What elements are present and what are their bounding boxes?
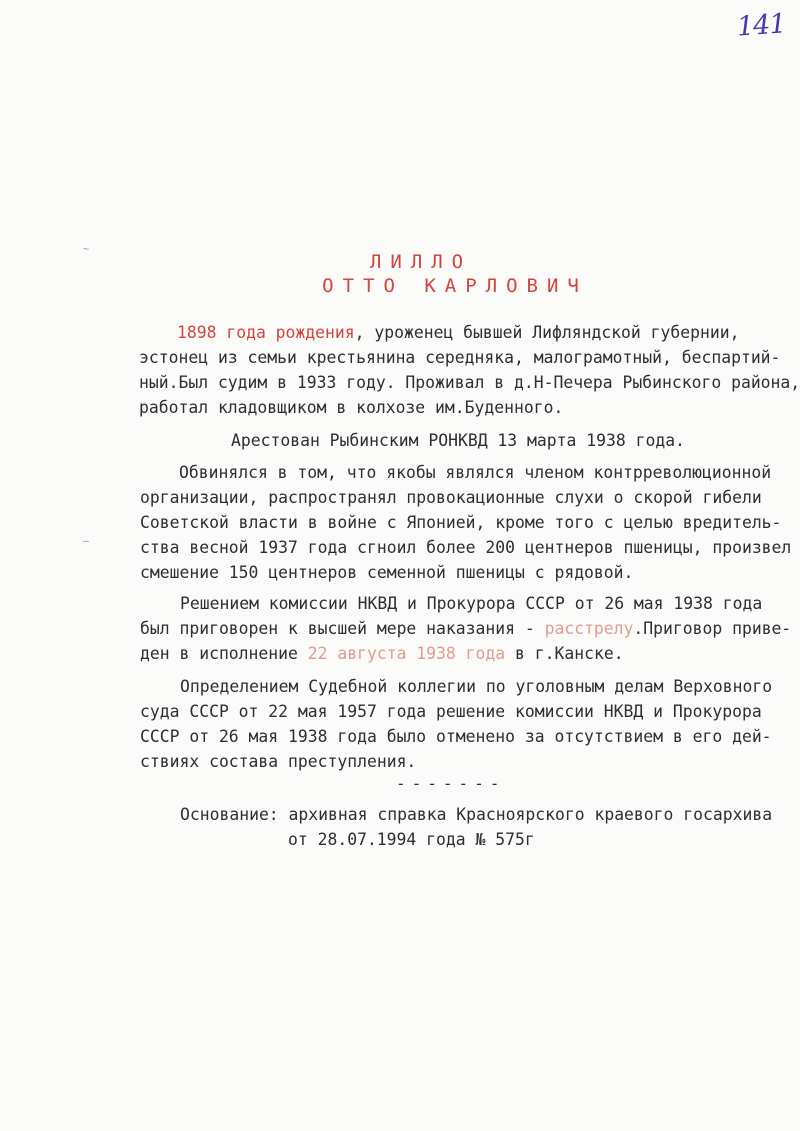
p3-line-3: Советской власти в войне с Японией, кроме того с целью вредитель- — [140, 513, 782, 532]
p5-line-3: СССР от 26 мая 1938 года было отменено за отсутствием в его дей- — [140, 727, 772, 746]
p3-line-1: Обвинялся в том, что якобы являлся членом контрреволюционной — [179, 463, 772, 482]
separator: ------- — [396, 774, 506, 793]
sentence-word: расстрелу — [544, 619, 634, 638]
p5-line-4: ствиях состава преступления. — [140, 752, 417, 771]
name-heading: ОТТО КАРЛОВИЧ — [322, 275, 588, 297]
p1-line-1: 1898 года рождения, уроженец бывшей Лифляндской губернии, — [177, 323, 740, 342]
execution-date: 22 августа 1938 года — [307, 644, 506, 663]
punch-mark: — — [83, 536, 90, 547]
p3-line-4: ства весной 1937 года сгноил более 200 центнеров пшеницы, произвел — [140, 538, 792, 557]
p3-line-5: смешение 150 центнеров семенной пшеницы с рядовой. — [140, 563, 634, 582]
page-number: 141 — [735, 8, 787, 43]
p1-line-2: эстонец из семьи крестьянина середняка, малограмотный, беспартий- — [139, 348, 781, 367]
basis-line-1: Основание: архивная справка Красноярского краевого госархива — [180, 805, 773, 824]
surname-heading: ЛИЛЛО — [369, 251, 473, 273]
basis-line-2: от 28.07.1994 года № 575г — [288, 830, 535, 849]
arrest-line: Арестован Рыбинским РОНКВД 13 марта 1938 года. — [231, 431, 685, 450]
punch-mark: ~ — [83, 244, 90, 255]
p4-line-1: Решением комиссии НКВД и Прокурора СССР от 26 мая 1938 года — [180, 594, 763, 613]
p4-line-2: был приговорен к высшей мере наказания - расстрелу.Приговор приве- — [140, 619, 792, 638]
birth-year: 1898 года рождения — [177, 323, 355, 342]
p3-line-2: организации, распространял провокационные слухи о скорой гибели — [140, 488, 762, 507]
p5-line-2: суда СССР от 22 мая 1957 года решение комиссии НКВД и Прокурора — [140, 702, 762, 721]
p4-line-3: ден в исполнение 22 августа 1938 года в г.Канске. — [140, 644, 624, 663]
p5-line-1: Определением Судебной коллегии по уголовным делам Верховного — [180, 677, 773, 696]
p1-line-3: ный.Был судим в 1933 году. Проживал в д.Н-Печера Рыбинского района, — [139, 373, 800, 392]
p1-line-4: работал кладовщиком в колхозе им.Буденного. — [139, 398, 564, 417]
